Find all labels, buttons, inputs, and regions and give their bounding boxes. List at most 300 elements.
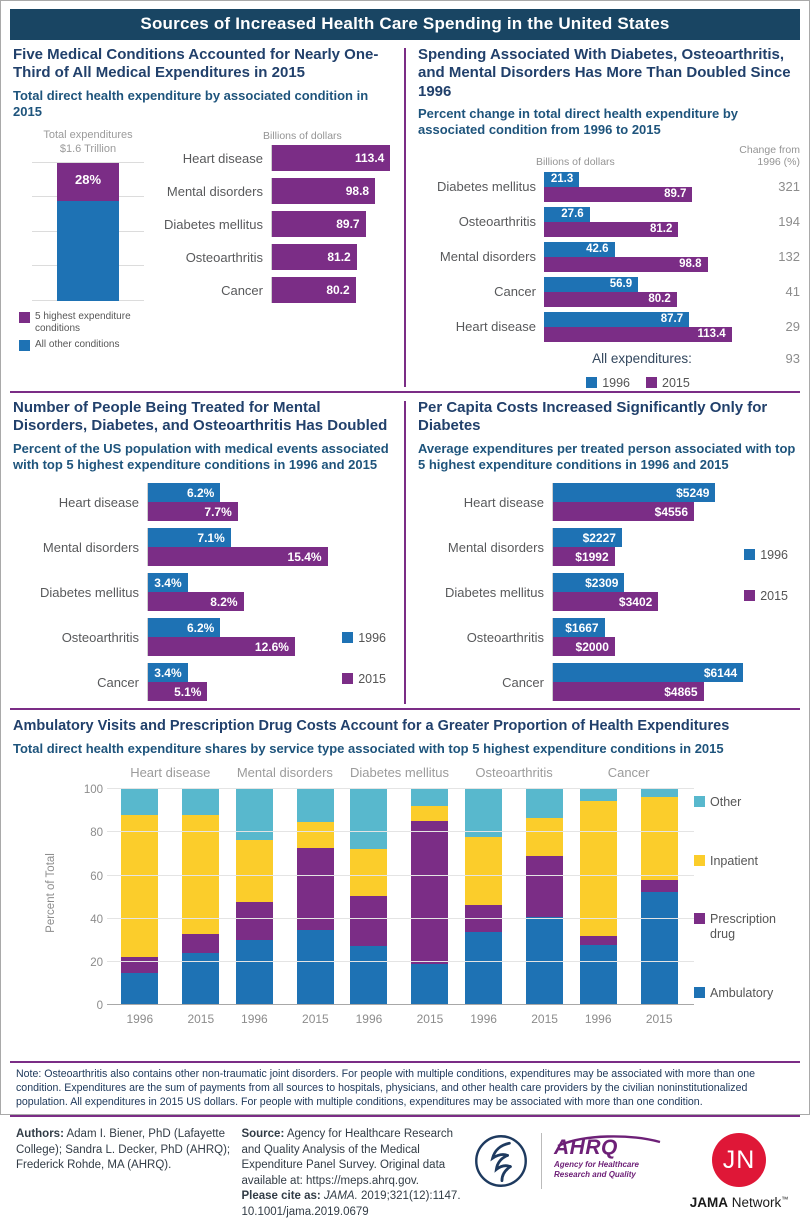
stacked-bar-column xyxy=(580,789,617,1005)
bar-value-label: 3.4% xyxy=(154,665,182,680)
category-label: Osteoarthritis xyxy=(185,249,263,265)
purple-swatch-icon xyxy=(646,377,657,388)
hhs-logo xyxy=(473,1133,529,1194)
bar-value-label: 80.2 xyxy=(648,293,671,306)
category-label: Osteoarthritis xyxy=(458,214,536,230)
group-bars xyxy=(342,789,457,1027)
segment-inpatient xyxy=(411,806,448,820)
bar-value-label: 5.1% xyxy=(174,684,202,699)
all-expenditures-label: All expenditures: xyxy=(592,350,692,366)
bar-value-label: 89.7 xyxy=(336,217,360,232)
bars-area xyxy=(552,618,800,656)
segment-other xyxy=(526,789,563,818)
bars-area xyxy=(544,172,748,202)
bars-area xyxy=(147,573,394,611)
panel5-legend xyxy=(694,795,798,1001)
paired-bar-row xyxy=(418,618,800,656)
segment-inpatient xyxy=(350,849,387,897)
panel-people-treated xyxy=(10,393,404,708)
bar-value-label: 56.9 xyxy=(609,278,633,291)
group-bars xyxy=(228,789,343,1027)
bar-2015 xyxy=(553,502,694,521)
paired-bar-row xyxy=(418,663,800,701)
bar-value-label: 113.4 xyxy=(354,151,385,166)
value-bar xyxy=(272,277,356,303)
segment-ambulatory xyxy=(236,940,273,1005)
segment-inpatient xyxy=(121,815,158,956)
category-label: Diabetes mellitus xyxy=(445,584,544,600)
y-axis-title: Percent of Total xyxy=(45,853,57,934)
bars-area xyxy=(544,312,748,342)
bar-value-label: $1667 xyxy=(565,620,599,635)
y-tick-label: 60 xyxy=(90,870,103,883)
change-value: 132 xyxy=(778,249,800,265)
bar-2015 xyxy=(553,547,615,566)
stacked-bar-column xyxy=(182,789,219,1005)
total-label-line1: Total expenditures xyxy=(43,129,133,142)
segment-prescription_drug xyxy=(121,957,158,973)
panel2-legend xyxy=(536,376,740,392)
ahrq-logo xyxy=(554,1133,672,1180)
bar-2015 xyxy=(148,592,244,611)
bar-value-label: 15.4% xyxy=(287,549,322,564)
year-label: 1996 xyxy=(126,1012,154,1027)
panel-per-capita xyxy=(406,393,800,708)
legend-label: All other conditions xyxy=(35,338,120,350)
category-label: Diabetes mellitus xyxy=(437,179,536,195)
segment-inpatient xyxy=(580,801,617,936)
group-label: Cancer xyxy=(607,765,650,781)
bar-value-label: 89.7 xyxy=(664,188,687,201)
value-bar xyxy=(272,145,390,171)
blue-swatch-icon xyxy=(342,632,353,643)
stacked-bar xyxy=(121,789,158,1027)
bar-value-label: 27.6 xyxy=(561,208,584,221)
bar-value-label: $5249 xyxy=(676,485,710,500)
bar-2015 xyxy=(553,592,658,611)
bar-1996 xyxy=(148,618,220,637)
footnote: Note: Osteoarthritis also contains other non-traumatic joint disorders. For people with multiple conditions, expenditures may be associated with more than one condition. Expenditures are the sum of payments from all sources to hospitals, physicians, and other health care providers by the civilian noninstitutionalized population. All expenditures in 2015 US dollars. For people with multiple conditions, expenditures may be associated with more than one condition. xyxy=(10,1061,800,1117)
paired-bar-row xyxy=(418,312,800,342)
stacked-bar xyxy=(641,789,678,1027)
stacked-column xyxy=(57,163,119,301)
bar-area xyxy=(271,145,394,171)
bar-1996 xyxy=(553,663,743,682)
bar-row xyxy=(163,145,394,171)
bars-area xyxy=(544,277,748,307)
stacked-bar-column xyxy=(526,789,563,1005)
paired-bar-row xyxy=(13,618,394,656)
total-expenditures-chart xyxy=(13,128,163,354)
segment-ambulatory xyxy=(350,946,387,1005)
bar-1996 xyxy=(553,483,715,502)
legend-item-2015 xyxy=(744,589,788,605)
gridline xyxy=(107,831,694,832)
bar-value-label: 113.4 xyxy=(697,328,726,341)
gridline xyxy=(107,788,694,789)
ahrq-arc-icon xyxy=(556,1133,662,1147)
bar-area xyxy=(271,244,394,270)
bar-value-label: 6.2% xyxy=(186,620,215,635)
bar-value-label: $2000 xyxy=(575,639,609,654)
stacked-bar xyxy=(297,789,334,1027)
bar-1996 xyxy=(544,242,615,257)
blue-swatch-icon xyxy=(19,340,30,351)
authors-block xyxy=(16,1127,231,1220)
year-label: 2015 xyxy=(645,1012,673,1027)
segment-prescription_drug xyxy=(641,880,678,892)
source-block xyxy=(231,1127,473,1220)
all-expenditures-change: 93 xyxy=(785,350,800,366)
source-text: Agency for Healthcare Research and Quality Analysis of the Medical Expenditure Panel Survey. Original data available at: https://meps.ahrq.gov. xyxy=(241,1128,454,1187)
all-expenditures-row xyxy=(418,351,800,366)
segment-inpatient xyxy=(526,818,563,856)
segment-prescription_drug xyxy=(182,934,219,953)
jama-regular: Network xyxy=(728,1195,782,1211)
paired-bar-row xyxy=(418,483,800,521)
gridline xyxy=(107,875,694,876)
category-label: Mental disorders xyxy=(439,249,536,265)
cite-text: 2019;321(12):1147. 10.1001/jama.2019.0679 xyxy=(241,1190,461,1218)
stacked-bar xyxy=(236,789,273,1027)
panel-spending-change xyxy=(406,40,800,391)
panel1-legend xyxy=(19,311,163,352)
segment-other xyxy=(641,789,678,797)
bar-2015 xyxy=(148,682,207,701)
jama-bold: JAMA xyxy=(689,1195,728,1211)
year-label: 2015 xyxy=(187,1012,215,1027)
banner-title: Sources of Increased Health Care Spending in the United States xyxy=(10,9,800,40)
stacked-bar xyxy=(411,789,448,1027)
value-bar xyxy=(272,178,375,204)
change-header: Change from 1996 (%) xyxy=(739,144,800,169)
y-tick-label: 0 xyxy=(96,1000,103,1013)
bar-2015 xyxy=(148,547,328,566)
category-label: Mental disorders xyxy=(447,539,544,555)
jn-monogram-icon: JN xyxy=(712,1133,766,1187)
bar-value-label: $1992 xyxy=(575,549,609,564)
panel2-chart-headers xyxy=(418,144,800,168)
bar-1996 xyxy=(553,618,605,637)
bar-rows xyxy=(163,145,394,303)
paired-bar-row xyxy=(418,528,800,566)
gridline xyxy=(107,961,694,962)
group-bars xyxy=(457,789,572,1027)
segment-ambulatory xyxy=(580,945,617,1005)
purple-swatch-icon xyxy=(19,312,30,323)
bar-2015 xyxy=(553,682,704,701)
panel-service-shares xyxy=(10,710,800,1035)
panel3-subtitle: Percent of the US population with medical events associated with top 5 highest expenditure conditions in 1996 and 2015 xyxy=(13,440,389,472)
bar-1996 xyxy=(553,573,624,592)
bar-value-label: 7.7% xyxy=(204,504,232,519)
value-bar xyxy=(272,211,366,237)
segment-prescription_drug xyxy=(350,896,387,946)
legend-label: 2015 xyxy=(662,375,690,390)
year-label: 1996 xyxy=(355,1012,383,1027)
group-label: Osteoarthritis xyxy=(475,765,553,781)
segment-other xyxy=(411,789,448,806)
legend-item-1996 xyxy=(586,376,630,392)
group-bars xyxy=(113,789,228,1027)
bar-value-label: 8.2% xyxy=(210,594,238,609)
bar-value-label: 98.8 xyxy=(679,258,702,271)
bar-group xyxy=(457,765,572,1027)
bar-1996 xyxy=(544,207,590,222)
change-value: 41 xyxy=(785,284,800,300)
bar-value-label: $6144 xyxy=(703,665,738,680)
bar-row xyxy=(163,244,394,270)
bar-1996 xyxy=(553,528,622,547)
group-label: Diabetes mellitus xyxy=(349,765,449,781)
middle-row xyxy=(10,393,800,708)
legend-item-2015 xyxy=(646,376,690,392)
bar-2015 xyxy=(553,637,615,656)
bar-value-label: $4865 xyxy=(664,684,698,699)
bar-1996 xyxy=(148,663,188,682)
year-label: 2015 xyxy=(416,1012,444,1027)
panel1-body xyxy=(13,128,394,354)
group-label: Heart disease xyxy=(130,765,211,781)
bar-value-label: 98.8 xyxy=(345,184,370,199)
legend-item-inpatient xyxy=(694,854,798,869)
category-label: Heart disease xyxy=(58,494,139,510)
bar-value-label: $3402 xyxy=(618,594,653,609)
group-bars xyxy=(571,789,686,1027)
legend-item-top5 xyxy=(19,311,163,336)
legend-label: 2015 xyxy=(760,588,788,603)
bar-1996 xyxy=(544,312,689,327)
year-label: 2015 xyxy=(302,1012,329,1027)
bar-2015 xyxy=(544,187,692,202)
value-bar xyxy=(272,244,357,270)
paired-bar-row xyxy=(418,207,800,237)
legend-label: 5 highest expenditure conditions xyxy=(35,310,131,335)
category-label: Heart disease xyxy=(182,150,263,166)
legend-item-other xyxy=(19,339,163,352)
legend-label: 1996 xyxy=(358,631,386,646)
bar-1996 xyxy=(544,277,638,292)
bar-value-label: $2227 xyxy=(582,530,616,545)
trademark: ™ xyxy=(781,1196,789,1204)
segment-other xyxy=(350,789,387,848)
ahrq-acronym: AHRQ xyxy=(554,1136,618,1160)
legend-item-ambulatory xyxy=(694,986,798,1001)
change-value: 321 xyxy=(778,179,800,195)
legend-item-1996 xyxy=(744,548,788,564)
bar-1996 xyxy=(148,483,220,502)
total-label-line2: $1.6 Trillion xyxy=(59,143,117,156)
bar-value-label: 81.2 xyxy=(649,223,673,236)
bar-value-label: $2309 xyxy=(585,575,619,590)
legend-item-1996 xyxy=(342,631,386,647)
category-label: Osteoarthritis xyxy=(61,629,139,645)
bar-2015 xyxy=(544,292,677,307)
legend-label: 1996 xyxy=(602,375,630,390)
bar-value-label: 7.1% xyxy=(197,530,225,545)
paired-bar-row xyxy=(418,277,800,307)
legend-label: Inpatient xyxy=(710,853,758,868)
y-tick-label: 40 xyxy=(90,913,103,926)
bar-group xyxy=(228,765,343,1027)
axis-header: Billions of dollars xyxy=(263,130,342,143)
stacked-bar-chart xyxy=(13,763,798,1035)
stacked-bar xyxy=(526,789,563,1027)
segment-prescription_drug xyxy=(580,936,617,945)
legend-label: Prescription drug xyxy=(710,912,776,942)
category-label: Cancer xyxy=(494,284,536,300)
bars-area xyxy=(552,483,800,521)
legend-item-2015 xyxy=(342,672,386,688)
segment-inpatient xyxy=(236,840,273,902)
stacked-bar-column xyxy=(236,789,273,1005)
purple-swatch-icon xyxy=(744,590,755,601)
bar-row xyxy=(163,211,394,237)
ahrq-name xyxy=(554,1160,672,1180)
segment-ambulatory xyxy=(641,892,678,1005)
paired-bar-rows xyxy=(418,172,800,342)
jama-network-wordmark xyxy=(684,1195,794,1210)
stacked-bar-column xyxy=(641,789,678,1005)
stacked-bar xyxy=(580,789,617,1027)
segment-other xyxy=(297,789,334,821)
panel3-legend xyxy=(342,631,386,690)
bar-group xyxy=(571,765,686,1027)
bar-area xyxy=(271,277,394,303)
legend-label: 2015 xyxy=(358,671,386,686)
bar-2015 xyxy=(544,327,732,342)
legend-item-other xyxy=(694,795,798,810)
category-label: Osteoarthritis xyxy=(466,629,544,645)
legend-label: Other xyxy=(710,795,742,810)
category-label: Heart disease xyxy=(455,319,536,335)
bar-area xyxy=(271,211,394,237)
paired-bar-row xyxy=(418,242,800,272)
cite-label: Please cite as: xyxy=(241,1190,321,1203)
bars-area xyxy=(552,663,800,701)
blue-swatch-icon xyxy=(586,377,597,388)
stacked-column-plot xyxy=(32,163,144,301)
plot-area xyxy=(83,765,686,1027)
segment-ambulatory xyxy=(121,973,158,1005)
panel4-title: Per Capita Costs Increased Significantly Only for Diabetes xyxy=(418,399,768,435)
segment-ambulatory xyxy=(465,932,502,1005)
bar-2015 xyxy=(544,257,708,272)
category-label: Diabetes mellitus xyxy=(40,584,139,600)
condition-bar-chart xyxy=(163,128,394,354)
category-label: Mental disorders xyxy=(166,183,263,199)
authors-text: Adam I. Biener, PhD (Lafayette College); Sandra L. Decker, PhD (AHRQ); Frederick Rohde, MA (AHRQ). xyxy=(16,1128,231,1172)
bar-row xyxy=(163,178,394,204)
legend-swatch-icon xyxy=(694,796,705,807)
segment-ambulatory xyxy=(297,930,334,1006)
column-segment-top5 xyxy=(57,163,119,202)
segment-inpatient xyxy=(465,837,502,905)
column-segment-other xyxy=(57,201,119,300)
bars-area xyxy=(147,483,394,521)
paired-bar-row xyxy=(13,663,394,701)
stacked-bar-column xyxy=(350,789,387,1005)
bar-value-label: 81.2 xyxy=(327,250,351,265)
ahrq-name-line2: Research and Quality xyxy=(554,1170,636,1180)
category-label: Heart disease xyxy=(463,494,544,510)
stacked-bar xyxy=(350,789,387,1027)
segment-prescription_drug xyxy=(526,856,563,916)
category-label: Cancer xyxy=(502,674,544,690)
segment-prescription_drug xyxy=(236,902,273,941)
bars-area xyxy=(544,207,748,237)
year-label: 1996 xyxy=(584,1012,612,1027)
legend-swatch-icon xyxy=(694,855,705,866)
bar-1996 xyxy=(148,573,188,592)
category-label: Diabetes mellitus xyxy=(164,216,263,232)
bar-value-label: 6.2% xyxy=(186,485,215,500)
bar-value-label: 12.6% xyxy=(254,639,289,654)
legend-label: 1996 xyxy=(760,548,788,563)
legend-swatch-icon xyxy=(694,913,705,924)
bar-2015 xyxy=(148,502,238,521)
bar-1996 xyxy=(544,172,579,187)
purple-swatch-icon xyxy=(342,673,353,684)
total-expenditures-label xyxy=(13,128,163,157)
y-tick-label: 100 xyxy=(83,784,103,797)
footer xyxy=(10,1127,800,1220)
y-tick-label: 20 xyxy=(90,956,103,969)
cite-journal: JAMA. xyxy=(320,1190,358,1203)
stacked-bar-column xyxy=(297,789,334,1005)
paired-bar-row xyxy=(13,528,394,566)
category-label: Cancer xyxy=(97,674,139,690)
bar-value-label: 87.7 xyxy=(660,313,684,326)
bar-row xyxy=(163,277,394,303)
panel1-title: Five Medical Conditions Accounted for Nearly One-Third of All Medical Expenditures in 2015 xyxy=(13,46,379,82)
change-value: 29 xyxy=(785,319,800,335)
jama-network-logo xyxy=(684,1133,794,1210)
bar-value-label: $4556 xyxy=(654,504,689,519)
blue-swatch-icon xyxy=(744,549,755,560)
authors-label: Authors: xyxy=(16,1128,64,1141)
bar-area xyxy=(271,178,394,204)
stacked-bar-column xyxy=(465,789,502,1005)
panel4-legend xyxy=(744,548,788,607)
segment-inpatient xyxy=(297,822,334,848)
change-value: 194 xyxy=(778,214,800,230)
bar-2015 xyxy=(148,637,295,656)
bar-value-label: 21.3 xyxy=(550,173,574,186)
segment-inpatient xyxy=(641,797,678,880)
segment-other xyxy=(465,789,502,837)
logos-block xyxy=(473,1127,794,1220)
bar-2015 xyxy=(544,222,678,237)
paired-bar-rows xyxy=(418,483,800,701)
logo-divider xyxy=(541,1133,542,1189)
top-row xyxy=(10,40,800,391)
segment-other xyxy=(121,789,158,815)
bar-group xyxy=(342,765,457,1027)
panel4-subtitle: Average expenditures per treated person associated with top 5 highest expenditure conditions in 1996 and 2015 xyxy=(418,440,796,472)
year-label: 1996 xyxy=(470,1012,497,1027)
legend-label: Ambulatory xyxy=(710,986,774,1001)
axis-header: Billions of dollars xyxy=(536,156,615,169)
bar-1996 xyxy=(148,528,231,547)
group-label: Mental disorders xyxy=(236,765,333,781)
segment-other xyxy=(182,789,219,815)
gridline xyxy=(107,1004,694,1005)
stacked-bar xyxy=(182,789,219,1027)
paired-bar-row xyxy=(13,573,394,611)
segment-prescription_drug xyxy=(411,821,448,965)
source-label: Source: xyxy=(241,1128,285,1141)
